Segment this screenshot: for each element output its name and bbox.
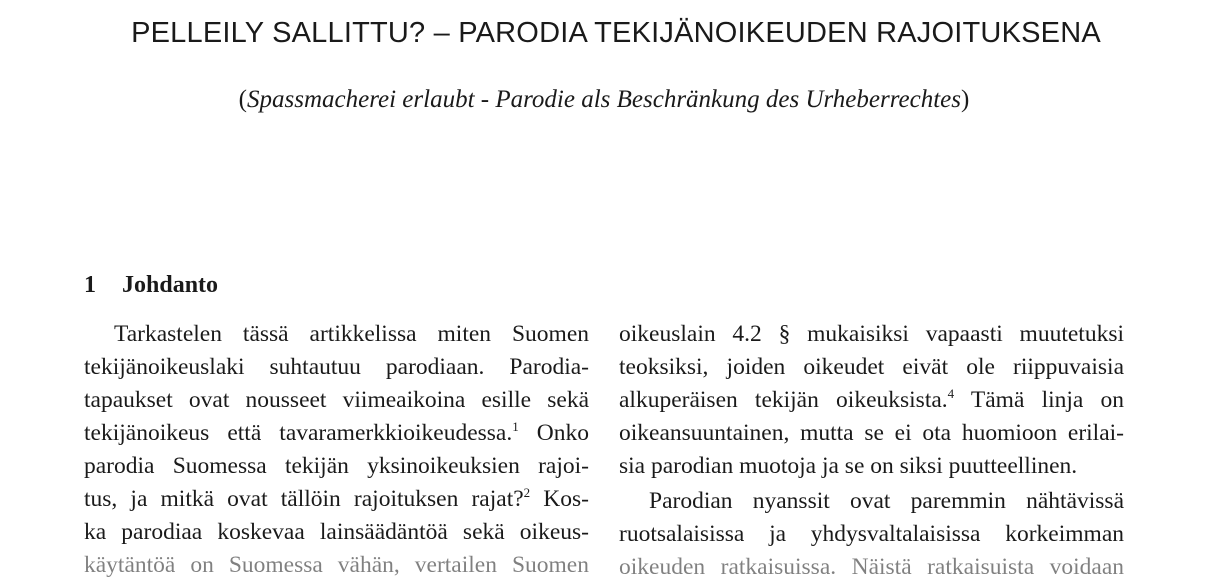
paragraph-line: parodia Suomessa tekijän yksinoikeuksien rajoi-: [84, 453, 589, 479]
left-column: [84, 318, 589, 582]
article-subtitle: [0, 86, 1208, 114]
footnote-marker: 2: [523, 485, 531, 500]
subtitle-open-paren: (: [238, 86, 247, 113]
paragraph-line: sia parodian muotoja ja se on siksi puutteellinen.: [619, 453, 1078, 479]
paragraph-line: tapaukset ovat nousseet viimeaikoina esille sekä: [84, 387, 589, 413]
paragraph-line: alkuperäisen tekijän oikeuksista.$^4$ Tämä linja on: [619, 386, 1125, 413]
footnote-marker: 4: [947, 386, 955, 401]
paragraph-line: Tarkastelen tässä artikkelissa miten Suomen: [114, 321, 589, 347]
paragraph-line: teoksiksi, joiden oikeudet eivät ole riippuvaisia: [619, 354, 1124, 380]
section-number: 1: [84, 272, 96, 298]
paragraph-line: tus, ja mitkä ovat tällöin rajoituksen rajat?$^2$ Kos-: [84, 485, 589, 512]
subtitle-close-paren: ): [961, 86, 970, 113]
paragraph-line: tekijänoikeus että tavaramerkkioikeudessa.$^1$ Onko: [84, 419, 589, 446]
section-heading: [84, 272, 218, 299]
paragraph-line: oikeuden ratkaisuissa. Näistä ratkaisuista voidaan: [619, 554, 1124, 580]
footnote-marker: 1: [512, 419, 519, 434]
article-title: PELLEILY SALLITTU? – PARODIA TEKIJÄNOIKEUDEN RAJOITUKSENA: [131, 17, 1101, 49]
right-column: [619, 318, 1124, 584]
section-title: Johdanto: [122, 272, 219, 298]
paragraph-line: käytäntöä on Suomessa vähän, vertailen Suomen: [84, 552, 589, 578]
paragraph-line: tekijänoikeuslaki suhtautuu parodiaan. Parodia-: [84, 354, 589, 380]
paragraph-line: oikeansuuntainen, mutta se ei ota huomioon erilai-: [619, 420, 1124, 446]
paragraph-line: oikeuslain 4.2 § mukaisiksi vapaasti muutetuksi: [619, 321, 1124, 347]
paragraph-line: Parodian nyanssit ovat paremmin nähtävissä: [649, 488, 1124, 514]
subtitle-german-text: Spassmacherei erlaubt - Parodie als Beschränkung des Urheberrechtes: [247, 86, 961, 113]
paragraph-line: ruotsalaisissa ja yhdysvaltalaisissa korkeimman: [619, 521, 1124, 547]
paragraph-line: ka parodiaa koskevaa lainsäädäntöä sekä oikeus-: [84, 519, 589, 545]
